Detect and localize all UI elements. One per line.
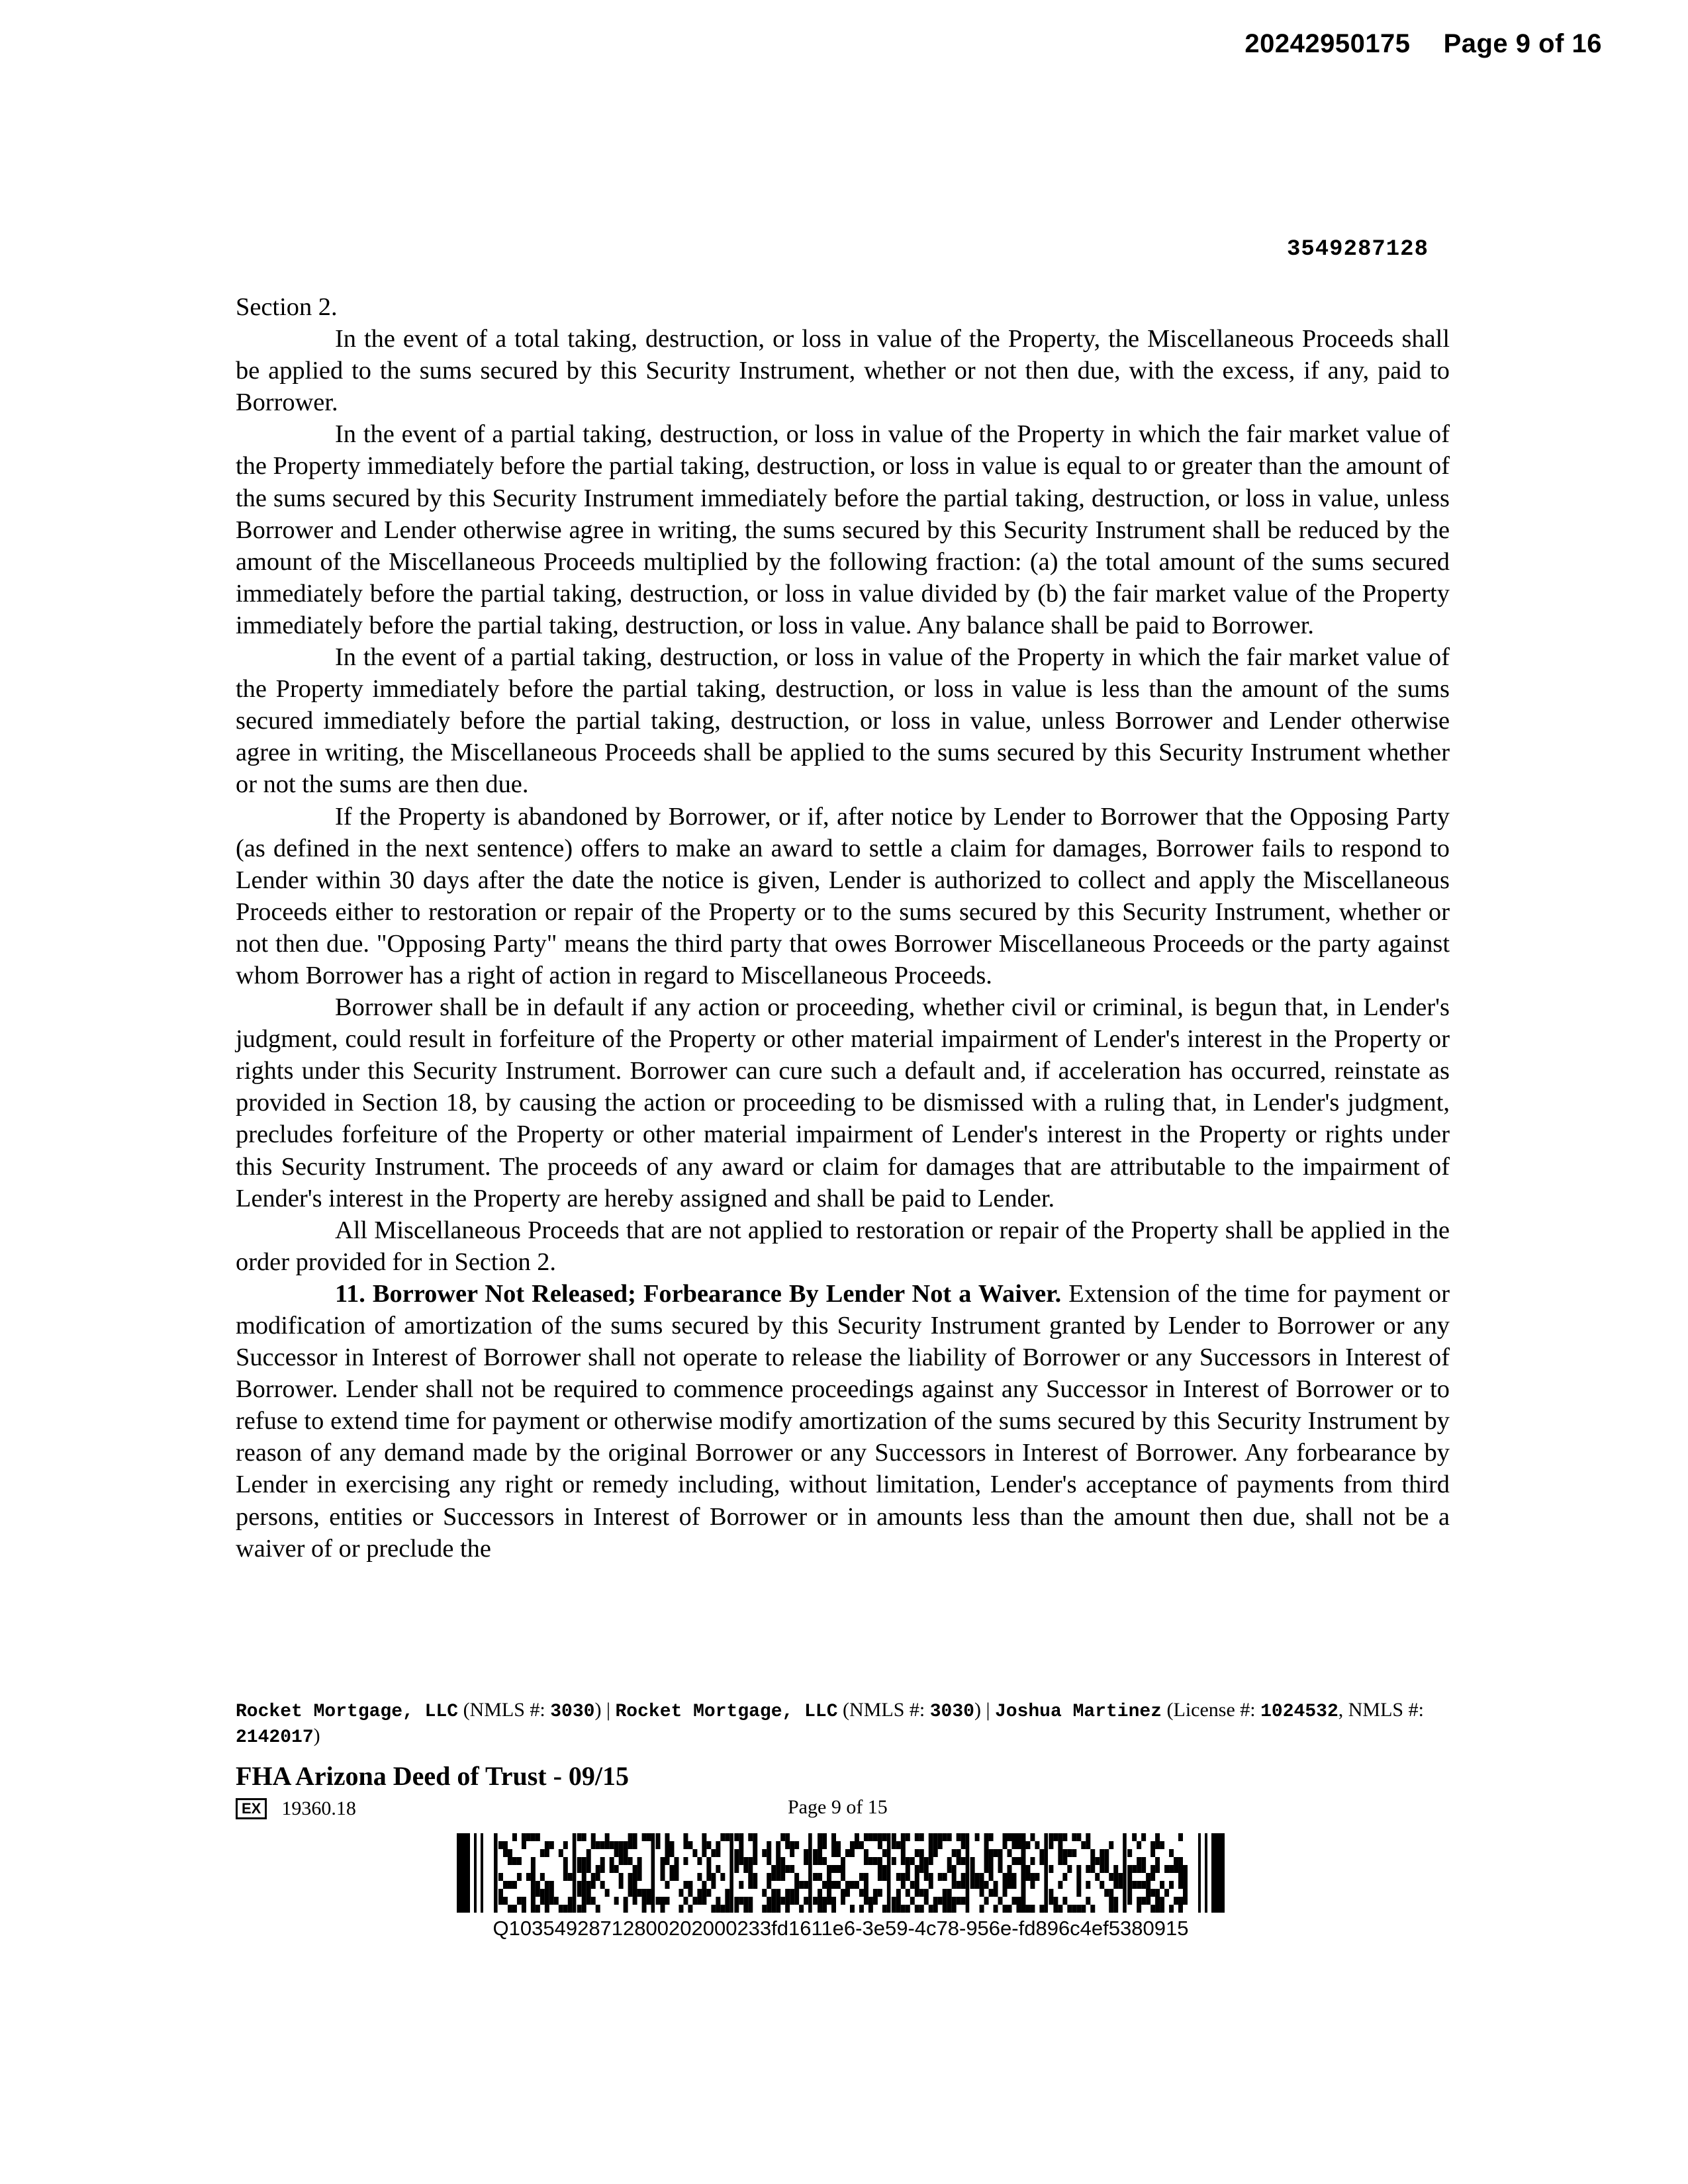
separator: | [980, 1699, 995, 1721]
license-label: (License #: [1162, 1699, 1261, 1721]
nmls-label: , NMLS #: [1338, 1699, 1424, 1721]
loan-originator-name: Joshua Martinez [994, 1702, 1162, 1722]
recording-header [1211, 29, 1602, 59]
nmls-number: 3030 [929, 1702, 974, 1722]
barcode-icon [457, 1833, 1225, 1913]
recording-page-number: Page 9 of 16 [1443, 29, 1602, 58]
nmls-label: (NMLS #: [837, 1699, 930, 1721]
paren: ) [974, 1699, 981, 1721]
paragraph: In the event of a partial taking, destruction, or loss in value of the Property in which the fair market value of the Property immediately before the partial taking, destruction, or loss in value is less than the amount of the sums secured immediately before the partial taking, destruction, or loss in value, unless Borrower and Lender otherwise agree in writing, the Miscellaneous Proceeds shall be applied to the sums secured by this Security Instrument whether or not the sums are then due. [236, 643, 1450, 799]
loan-number: 3549287128 [1286, 237, 1429, 262]
paren: ) [594, 1699, 602, 1721]
paragraph: Borrower shall be in default if any action or proceeding, whether civil or criminal, is begun that, in Lender's judgment, could result in forfeiture of the Property or other material impairment of Lender's interest in the Property or rights under this Security Instrument. Borrower can cure such a default and, if acceleration has occurred, reinstate as provided in Section 18, by causing the action or proceeding to be dismissed with a ruling that, in Lender's judgment, precludes forfeiture of the Property or other material impairment of Lender's interest in the Property or rights under this Security Instrument. The proceeds of any award or claim for damages that are attributable to the impairment of Lender's interest in the Property are hereby assigned and shall be paid to Lender. [236, 993, 1450, 1212]
lender-name: Rocket Mortgage, LLC [615, 1702, 838, 1722]
paragraph-text: Extension of the time for payment or modification of amortization of the sums secured by this Security Instrument granted by Lender to Borrower or any Successor in Interest of Borrower shall not operate to release the liability of Borrower or any Successors in Interest of Borrower. Lender shall not be required to commence proceedings against any Successor in Interest of Borrower or to refuse to extend time for payment or otherwise modify amortization of the sums secured by this Security Instrument by reason of any demand made by the original Borrower or any Successors in Interest of Borrower. Any forbearance by Lender in exercising any right or remedy including, without limitation, Lender's acceptance of payments from third persons, entities or Successors in Interest of Borrower or in amounts less than the amount then due, shall not be a waiver of or preclude the [236, 1279, 1450, 1563]
paragraph: All Miscellaneous Proceeds that are not applied to restoration or repair of the Property shall be applied in the order provided for in Section 2. [236, 1216, 1450, 1276]
form-title: FHA Arizona Deed of Trust - 09/15 [236, 1761, 630, 1791]
barcode-text: Q10354928712800202000233fd1611e6-3e59-4c78-956e-fd896c4ef5380915 [492, 1917, 1189, 1940]
paragraph: In the event of a total taking, destruction, or loss in value of the Property, the Miscellaneous Proceeds shall be applied to the sums secured by this Security Instrument, whether or not then due, with the excess, if any, paid to Borrower. [236, 325, 1450, 417]
lender-credits [236, 1698, 1450, 1750]
form-code: 19360.18 [281, 1797, 356, 1820]
ellie-mae-logo-icon: EX [236, 1798, 267, 1819]
license-number: 1024532 [1260, 1702, 1338, 1722]
nmls-number: 3030 [550, 1702, 595, 1722]
paragraph: Section 2. [236, 293, 338, 321]
paragraph: In the event of a partial taking, destruction, or loss in value of the Property in which the fair market value of the Property immediately before the partial taking, destruction, or loss in value is equal to or greater than the amount of the sums secured by this Security Instrument immediately before the partial taking, destruction, or loss in value, unless Borrower and Lender otherwise agree in writing, the sums secured by this Security Instrument shall be reduced by the amount of the Miscellaneous Proceeds multiplied by the following fraction: (a) the total amount of the sums secured immediately before the partial taking, destruction, or loss in value divided by (b) the fair market value of the Property immediately before the partial taking, destruction, or loss in value. Any balance shall be paid to Borrower. [236, 420, 1450, 639]
paragraph: If the Property is abandoned by Borrower, or if, after notice by Lender to Borrower that the Opposing Party (as defined in the next sentence) offers to make an award to settle a claim for damages, Borrower fails to respond to Lender within 30 days after the date the notice is given, Lender is authorized to collect and apply the Miscellaneous Proceeds either to restoration or repair of the Property or to the sums secured by this Security Instrument, whether or not then due. "Opposing Party" means the third party that owes Borrower Miscellaneous Proceeds or the party against whom Borrower has a right of action in regard to Miscellaneous Proceeds. [236, 802, 1450, 989]
paragraph [236, 1278, 1450, 1565]
separator: | [601, 1699, 616, 1721]
document-body [236, 291, 1450, 1565]
section-heading: 11. Borrower Not Released; Forbearance By Lender Not a Waiver. [335, 1279, 1062, 1308]
paren: ) [313, 1725, 320, 1747]
lender-name: Rocket Mortgage, LLC [236, 1702, 459, 1722]
nmls-number: 2142017 [236, 1727, 314, 1748]
recording-number: 20242950175 [1244, 29, 1411, 58]
page-number: Page 9 of 15 [788, 1796, 888, 1818]
nmls-label: (NMLS #: [458, 1699, 551, 1721]
